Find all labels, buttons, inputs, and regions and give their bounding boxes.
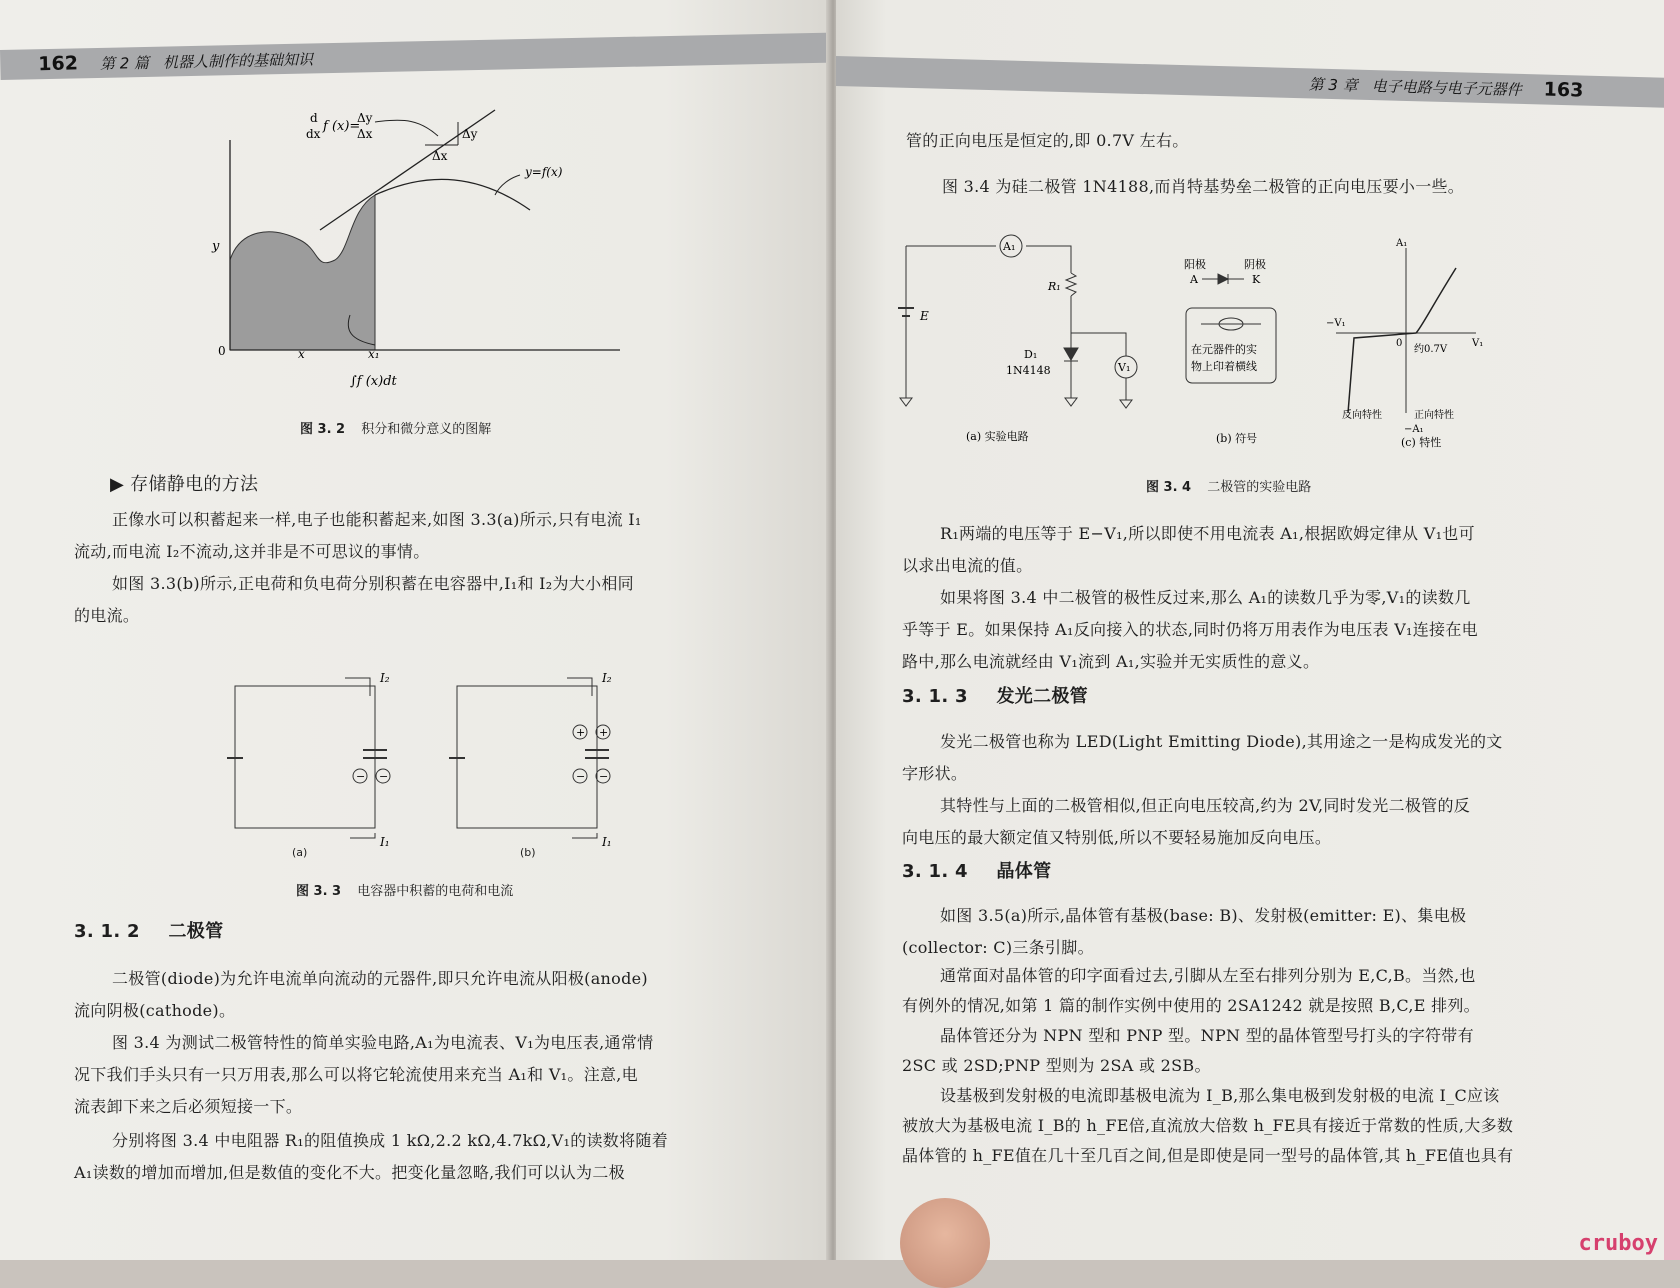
ground-3 [1120,400,1132,408]
i2-b-label: I₂ [602,671,612,685]
diode-symbol-diagram [1184,257,1276,383]
cathode-label: 阴极 [1244,258,1266,271]
p1-line2: 以求出电流的值。 [902,556,1033,575]
e-label: E [920,309,929,323]
figure-3-3-caption [296,880,513,899]
anode-label: 阳极 [1184,258,1206,271]
thumb [900,1198,990,1288]
para1-line1: 正像水可以积蓄起来一样,电子也能积蓄起来,如图 3.3(a)所示,只有电流 I₁ [112,510,642,529]
formula-d: d [310,111,318,125]
top-line1: 管的正向电压是恒定的,即 0.7V 左右。 [906,131,1189,150]
right-header-bar [836,56,1680,108]
figure-3-3 [225,668,625,858]
minus-b1: − [576,770,586,783]
circuit-a [227,671,390,849]
characteristic-curve [1326,238,1483,435]
x1-label: x₁ [368,347,380,361]
plus-b1: + [576,726,586,739]
resistor-symbol [1066,273,1076,296]
p2-line1: 如果将图 3.4 中二极管的极性反过来,那么 A₁的读数几乎为零,V₁的读数几 [940,588,1471,607]
para5-line1: 分别将图 3.4 中电阻器 R₁的阻值换成 1 kΩ,2.2 kΩ,4.7kΩ,V₁的读数将随着 [112,1131,669,1150]
left-header-bar [0,33,832,80]
zero-label: 0 [1396,338,1403,349]
figure-3-3-caption-text: 电容器中积蓄的电荷和电流 [357,884,514,899]
v1x-label: V₁ [1472,338,1484,349]
para2-line2: 的电流。 [74,606,140,625]
left-part-label: 第 2 篇 [99,53,150,73]
para3-line1: 二极管(diode)为允许电流单向流动的元器件,即只允许电流从阳极(anode) [112,969,648,988]
p8-line2: 被放大为基极电流 I_B的 h_FE倍,直流放大倍数 h_FE具有接近于常数的性质,大多数 [902,1116,1514,1135]
formula-dx: dx [306,127,321,141]
p4-line1: 其特性与上面的二极管相似,但正向电压较高,约为 2V,同时发光二极管的反 [940,796,1471,815]
para1-line2: 流动,而电流 I₂不流动,这并非是不可思议的事情。 [74,542,430,561]
section-3-1-4-title: 晶体管 [996,861,1052,882]
right-page-number: 163 [1543,78,1584,102]
figure-3-4 [876,228,1486,453]
formula-fx: f (x)= [323,119,361,134]
test-circuit [898,235,1137,408]
p7-line1: 晶体管还分为 NPN 型和 PNP 型。NPN 型的晶体管型号打头的字符带有 [940,1026,1474,1045]
p2-line3: 路中,那么电流就经由 V₁流到 A₁,实验并无实质性的意义。 [902,652,1320,671]
neg-a1-label: −A₁ [1404,424,1424,435]
section-3-1-3-title: 发光二极管 [996,686,1088,707]
p2-line2: 乎等于 E。如果保持 A₁反向接入的状态,同时仍将万用表作为电压表 V₁连接在电 [902,620,1478,639]
p3-line2: 字形状。 [902,764,968,783]
circuit-b [449,671,612,849]
delta-x-label: Δx [432,149,448,163]
right-chapter-label: 第 3 章 [1308,74,1358,95]
formula-arrow [375,120,438,136]
fig34-label-a: (a) 实验电路 [966,430,1029,443]
x-label: x [298,347,305,361]
a1-label: A₁ [1003,240,1016,253]
diode-symbol [1064,348,1078,361]
ground-2 [1065,398,1077,406]
i1-a-label: I₁ [380,835,390,849]
arrow-i2-a [345,678,370,696]
forward-label: 正向特性 [1414,410,1454,421]
figure-3-2 [200,100,630,400]
arrow-i1-a [350,833,375,838]
part-label: 1N4148 [1006,364,1051,377]
para4-line3: 流表卸下来之后必须短接一下。 [74,1097,303,1116]
r1-label: R₁ [1048,280,1061,293]
section-3-1-2-heading [74,921,223,943]
fig34-label-b: (b) 符号 [1216,432,1258,445]
para3-line2: 流向阴极(cathode)。 [74,1001,236,1020]
triangle-bullet-icon: ▶ [110,474,131,495]
para4-line1: 图 3.4 为测试二极管特性的简单实验电路,A₁为电流表、V₁为电压表,通常情 [112,1033,654,1052]
figure-3-2-caption-text: 积分和微分意义的图解 [361,422,492,437]
plus-b2: + [599,726,609,739]
k-letter: K [1252,273,1261,286]
p3-line1: 发光二极管也称为 LED(Light Emitting Diode),其用途之一是构成发光的文 [940,732,1503,751]
para2-line1: 如图 3.3(b)所示,正电荷和负电荷分别积蓄在电容器中,I₁和 I₂为大小相同 [112,574,634,593]
background-edge [1664,0,1680,1260]
origin-label: 0 [218,344,226,358]
section-3-1-3-number: 3. 1. 3 [902,686,968,707]
p6-line1: 通常面对晶体管的印字面看过去,引脚从左至右排列分别为 E,C,B。当然,也 [940,966,1476,985]
figure-3-2-caption-num: 图 3. 2 [300,422,346,437]
a-letter: A [1190,273,1198,286]
section-3-1-3-heading [902,686,1088,708]
p6-line2: 有例外的情况,如第 1 篇的制作实例中使用的 2SA1242 就是按照 B,C,E 排列。 [902,996,1480,1015]
circuit-a-loop [235,686,375,828]
figure-3-4-caption [1146,476,1311,495]
formula-dxl: Δx [357,127,373,141]
minus-a1: − [356,770,366,783]
watermark: cruboy [1578,1231,1658,1256]
arrow-i1-b [572,833,597,838]
section-3-1-2-title: 二极管 [168,921,224,942]
figure-3-3-label-a: (a) [292,846,308,859]
box-line2: 物上印着横线 [1191,360,1257,373]
i1-b-label: I₁ [602,835,612,849]
diode-small-symbol [1202,274,1244,284]
p7-line2: 2SC 或 2SD;PNP 型则为 2SA 或 2SB。 [902,1056,1211,1075]
right-chapter-title: 电子电路与电子元器件 [1371,76,1522,99]
delta-y-label: Δy [462,127,478,141]
circuit-b-loop [457,686,597,828]
para5-line2: A₁读数的增加而增加,但是数值的变化不大。把变化量忽略,我们可以认为二极 [74,1163,625,1182]
function-curve [375,179,530,210]
curve-label: y=f(x) [525,165,563,179]
v1-label: V₁ [1118,361,1131,374]
p5-line1: 如图 3.5(a)所示,晶体管有基极(base: B)、发射极(emitter: E)、集电极 [940,906,1467,925]
para4-line2: 况下我们手头只有一只万用表,那么可以将它轮流使用来充当 A₁和 V₁。注意,电 [74,1065,638,1084]
about07-label: 约0.7V [1414,344,1448,355]
formula-dy: Δy [357,111,373,125]
ia1-label: A₁ [1396,238,1408,249]
minus-b2: − [599,770,609,783]
section-3-1-2-number: 3. 1. 2 [74,921,140,942]
minus-a2: − [379,770,389,783]
section-3-1-4-heading [902,861,1051,883]
figure-3-4-caption-num: 图 3. 4 [1146,480,1192,495]
p8-line3: 晶体管的 h_FE值在几十至几百之间,但是即使是同一型号的晶体管,其 h_FE值也具有 [902,1146,1514,1165]
top-line2: 图 3.4 为硅二极管 1N4188,而肖特基势垒二极管的正向电压要小一些。 [942,177,1465,196]
p4-line2: 向电压的最大额定值又特别低,所以不要轻易施加反向电压。 [902,828,1332,847]
figure-3-4-caption-text: 二极管的实验电路 [1207,480,1312,495]
section-3-1-4-number: 3. 1. 4 [902,861,968,882]
y-axis-label: y [212,239,220,254]
box-line1: 在元器件的实 [1191,343,1257,356]
i2-a-label: I₂ [380,671,390,685]
figure-3-3-caption-num: 图 3. 3 [296,884,342,899]
integral-shaded-area [230,195,375,350]
fig34-label-c: (c) 特性 [1401,436,1442,449]
storage-heading [110,474,258,496]
p5-line2: (collector: C)三条引脚。 [902,938,1094,957]
storage-heading-text: 存储静电的方法 [130,474,259,495]
right-page [836,0,1680,1260]
reverse-label: 反向特性 [1342,410,1382,421]
integral-label: ∫f (x)dt [350,374,397,389]
neg-v1-label: −V₁ [1326,318,1346,329]
arrow-i2-b [567,678,592,696]
p1-line1: R₁两端的电压等于 E−V₁,所以即使不用电流表 A₁,根据欧姆定律从 V₁也可 [940,524,1475,543]
left-page [0,0,832,1260]
p8-line1: 设基极到发射极的电流即基极电流为 I_B,那么集电极到发射极的电流 I_C应该 [940,1086,1500,1105]
d1-label: D₁ [1024,348,1038,361]
left-page-number: 162 [38,52,79,76]
figure-3-2-caption [300,418,491,437]
left-part-title: 机器人制作的基础知识 [162,49,314,72]
figure-3-3-label-b: (b) [520,846,536,859]
ground-1 [900,398,912,406]
